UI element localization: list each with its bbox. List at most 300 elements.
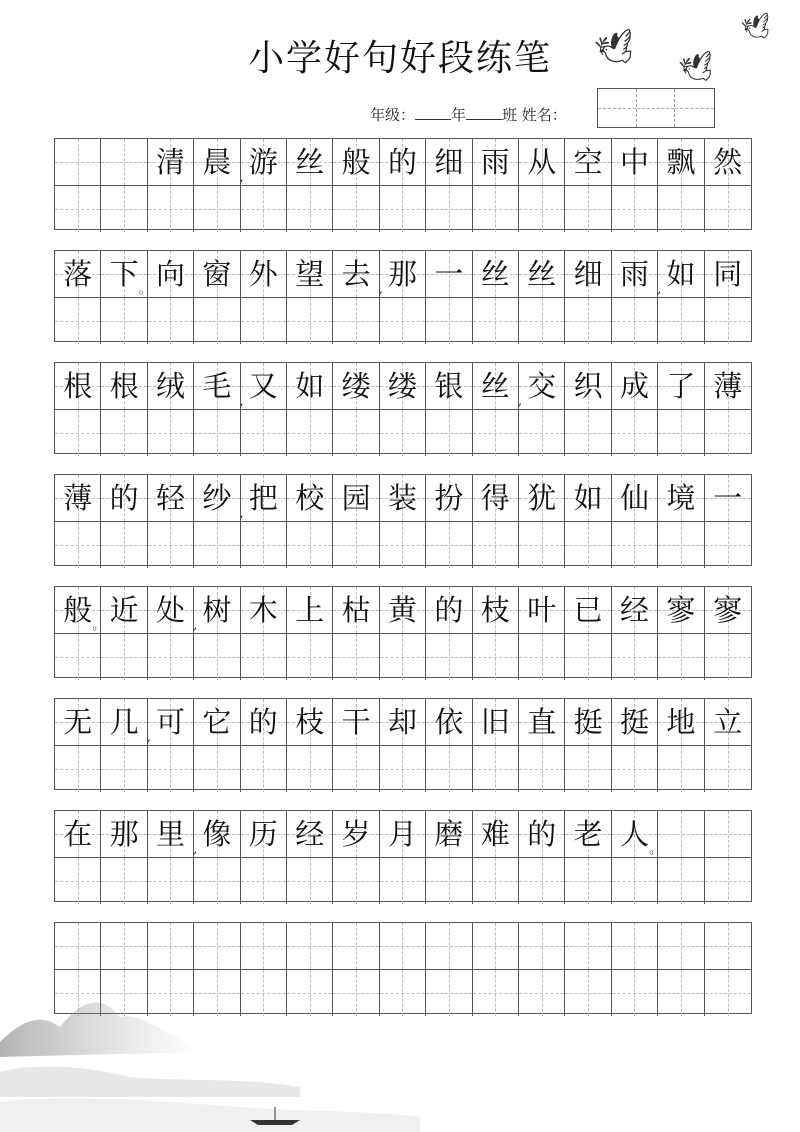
grid-cell[interactable] xyxy=(426,923,472,969)
grid-cell[interactable] xyxy=(473,139,519,185)
practice-cell[interactable] xyxy=(241,746,287,792)
practice-cell[interactable] xyxy=(705,858,751,904)
grid-cell[interactable] xyxy=(287,699,333,745)
character: 雨 xyxy=(480,144,510,179)
practice-cell[interactable] xyxy=(612,746,658,792)
practice-cell[interactable] xyxy=(101,522,147,568)
character: 无 xyxy=(63,704,93,739)
practice-cell[interactable] xyxy=(565,410,611,456)
practice-cell[interactable] xyxy=(333,410,379,456)
grid-cell[interactable] xyxy=(565,587,611,633)
grade-label: 年级： xyxy=(370,106,416,124)
punctuation-mark: 。 xyxy=(92,618,105,632)
practice-cell[interactable] xyxy=(287,410,333,456)
text-row xyxy=(55,811,751,857)
practice-cell[interactable] xyxy=(519,522,565,568)
practice-cell[interactable] xyxy=(426,410,472,456)
grid-cell[interactable] xyxy=(148,699,194,745)
grid-cell[interactable] xyxy=(612,923,658,969)
practice-cell[interactable] xyxy=(426,970,472,1016)
grid-cell[interactable] xyxy=(565,363,611,409)
practice-cell[interactable] xyxy=(612,858,658,904)
grid-cell[interactable] xyxy=(101,587,147,633)
practice-cell[interactable] xyxy=(101,858,147,904)
practice-cell[interactable] xyxy=(565,746,611,792)
practice-cell[interactable] xyxy=(101,298,147,344)
grid-cell[interactable] xyxy=(287,139,333,185)
character: 如 xyxy=(295,368,325,403)
grid-cell[interactable] xyxy=(55,251,101,297)
practice-cell[interactable] xyxy=(705,186,751,232)
practice-cell[interactable] xyxy=(612,410,658,456)
grid-cell[interactable] xyxy=(426,363,472,409)
grid-cell[interactable] xyxy=(194,699,240,745)
practice-cell[interactable] xyxy=(241,970,287,1016)
practice-cell[interactable] xyxy=(287,746,333,792)
practice-cell[interactable] xyxy=(380,970,426,1016)
grid-cell[interactable] xyxy=(101,251,151,297)
character: 向 xyxy=(155,256,185,291)
practice-cell[interactable] xyxy=(380,186,426,232)
grid-cell[interactable] xyxy=(705,251,751,297)
character: 丝 xyxy=(295,144,325,179)
grid-cell[interactable] xyxy=(565,139,611,185)
grid-cell[interactable] xyxy=(612,699,658,745)
grid-cell[interactable] xyxy=(194,811,240,857)
grid-cell[interactable] xyxy=(705,811,751,857)
page-title: 小学好句好段练笔 xyxy=(247,38,552,79)
practice-cell[interactable] xyxy=(380,858,426,904)
grid-cell[interactable] xyxy=(101,923,147,969)
character: 月 xyxy=(387,816,417,851)
grid-cell[interactable] xyxy=(612,811,662,857)
character: 游 xyxy=(248,144,278,179)
character: 处 xyxy=(155,592,185,627)
grid-cell[interactable] xyxy=(55,811,101,857)
grid-cell[interactable] xyxy=(658,475,704,521)
grid-cell[interactable] xyxy=(148,139,194,185)
practice-cell[interactable] xyxy=(194,186,240,232)
character: 一 xyxy=(713,480,743,515)
character: 雨 xyxy=(619,256,649,291)
practice-cell[interactable] xyxy=(101,746,147,792)
grid-cell[interactable] xyxy=(473,923,519,969)
grid-cell[interactable] xyxy=(705,475,751,521)
grid-cell[interactable] xyxy=(565,699,611,745)
practice-cell[interactable] xyxy=(705,970,751,1016)
grid-cell[interactable] xyxy=(380,587,426,633)
grid-cell[interactable] xyxy=(333,363,379,409)
practice-cell[interactable] xyxy=(380,522,426,568)
character: 成 xyxy=(619,368,649,403)
grid-cell[interactable] xyxy=(55,699,101,745)
character: 的 xyxy=(387,144,417,179)
practice-cell[interactable] xyxy=(148,298,194,344)
practice-cell[interactable] xyxy=(287,858,333,904)
grid-cell[interactable] xyxy=(194,475,244,521)
grid-cell[interactable] xyxy=(519,139,565,185)
grid-cell[interactable] xyxy=(473,251,519,297)
grid-cell[interactable] xyxy=(241,587,287,633)
practice-cell[interactable] xyxy=(55,522,101,568)
practice-cell[interactable] xyxy=(55,858,101,904)
practice-cell[interactable] xyxy=(426,858,472,904)
grid-cell[interactable] xyxy=(287,811,333,857)
character: 可 xyxy=(155,704,185,739)
class-blank[interactable] xyxy=(466,105,502,120)
practice-cell[interactable] xyxy=(101,410,147,456)
grid-cell[interactable] xyxy=(705,923,751,969)
practice-cell[interactable] xyxy=(658,522,704,568)
grid-cell[interactable] xyxy=(565,475,611,521)
character: 却 xyxy=(387,704,417,739)
character: 细 xyxy=(573,256,603,291)
grid-cell[interactable] xyxy=(426,587,472,633)
character: 般 xyxy=(341,144,371,179)
grid-cell[interactable] xyxy=(148,923,194,969)
grid-cell[interactable] xyxy=(148,251,194,297)
practice-cell[interactable] xyxy=(565,298,611,344)
grid-cell[interactable] xyxy=(241,363,287,409)
line-block xyxy=(54,474,752,566)
practice-cell[interactable] xyxy=(148,410,194,456)
punctuation-mark: , xyxy=(193,842,198,856)
practice-cell[interactable] xyxy=(565,858,611,904)
grid-cell[interactable] xyxy=(380,251,426,297)
practice-cell[interactable] xyxy=(148,634,194,680)
practice-cell[interactable] xyxy=(426,634,472,680)
character: 丝 xyxy=(480,368,510,403)
crane-icon: 🕊 xyxy=(738,10,776,46)
practice-cell[interactable] xyxy=(148,186,194,232)
grid-cell[interactable] xyxy=(426,251,472,297)
practice-cell[interactable] xyxy=(658,410,704,456)
practice-cell[interactable] xyxy=(519,746,565,792)
practice-cell[interactable] xyxy=(565,186,611,232)
practice-cell[interactable] xyxy=(55,410,101,456)
practice-cell[interactable] xyxy=(519,970,565,1016)
practice-cell[interactable] xyxy=(380,634,426,680)
grid-cell[interactable] xyxy=(380,923,426,969)
grid-cell[interactable] xyxy=(426,811,472,857)
practice-cell[interactable] xyxy=(473,298,519,344)
practice-cell[interactable] xyxy=(612,634,658,680)
practice-cell[interactable] xyxy=(380,410,426,456)
practice-cell[interactable] xyxy=(241,410,287,456)
grid-cell[interactable] xyxy=(333,475,379,521)
grid-cell[interactable] xyxy=(148,363,194,409)
grid-cell[interactable] xyxy=(333,923,379,969)
practice-cell[interactable] xyxy=(194,298,240,344)
character: 历 xyxy=(248,816,278,851)
grid-cell[interactable] xyxy=(333,811,379,857)
grid-cell[interactable] xyxy=(658,587,704,633)
character: 去 xyxy=(341,256,371,291)
character: 清 xyxy=(155,144,185,179)
practice-cell[interactable] xyxy=(426,746,472,792)
practice-cell[interactable] xyxy=(101,970,147,1016)
practice-cell[interactable] xyxy=(241,634,287,680)
grid-cell[interactable] xyxy=(241,475,287,521)
grid-cell[interactable] xyxy=(705,139,751,185)
grid-cell[interactable] xyxy=(241,699,287,745)
practice-cell[interactable] xyxy=(101,186,147,232)
practice-cell[interactable] xyxy=(241,522,287,568)
practice-cell[interactable] xyxy=(55,634,101,680)
grid-cell[interactable] xyxy=(101,475,147,521)
practice-cell[interactable] xyxy=(658,746,704,792)
grid-cell[interactable] xyxy=(705,587,751,633)
practice-cell[interactable] xyxy=(241,858,287,904)
character: 纱 xyxy=(202,480,232,515)
grid-cell[interactable] xyxy=(612,363,658,409)
practice-cell[interactable] xyxy=(519,186,565,232)
practice-cell[interactable] xyxy=(148,746,194,792)
practice-cell[interactable] xyxy=(194,522,240,568)
line-block xyxy=(54,250,752,342)
practice-cell[interactable] xyxy=(194,970,240,1016)
grid-cell[interactable] xyxy=(473,475,519,521)
character: 的 xyxy=(109,480,139,515)
practice-cell[interactable] xyxy=(473,522,519,568)
character: 黄 xyxy=(387,592,417,627)
grid-cell[interactable] xyxy=(194,923,240,969)
line-block xyxy=(54,138,752,230)
practice-cell[interactable] xyxy=(473,186,519,232)
grid-cell[interactable] xyxy=(194,587,240,633)
grid-cell[interactable] xyxy=(612,587,658,633)
practice-cell[interactable] xyxy=(473,970,519,1016)
grid-cell[interactable] xyxy=(101,811,147,857)
grid-cell[interactable] xyxy=(426,699,472,745)
character: 绒 xyxy=(155,368,185,403)
grid-cell[interactable] xyxy=(519,923,565,969)
grid-cell[interactable] xyxy=(241,923,287,969)
grid-cell[interactable] xyxy=(612,139,658,185)
practice-cell[interactable] xyxy=(473,746,519,792)
character: 的 xyxy=(248,704,278,739)
punctuation-mark: , xyxy=(239,170,244,184)
practice-cell[interactable] xyxy=(426,298,472,344)
practice-cell[interactable] xyxy=(287,634,333,680)
practice-cell[interactable] xyxy=(519,298,565,344)
character: 干 xyxy=(341,704,371,739)
practice-cell[interactable] xyxy=(473,634,519,680)
practice-cell[interactable] xyxy=(519,858,565,904)
practice-cell[interactable] xyxy=(705,298,751,344)
practice-cell[interactable] xyxy=(705,410,751,456)
practice-cell[interactable] xyxy=(287,522,333,568)
practice-cell[interactable] xyxy=(565,634,611,680)
name-boxes[interactable] xyxy=(597,88,715,128)
practice-cell[interactable] xyxy=(519,410,565,456)
grid-cell[interactable] xyxy=(333,587,379,633)
grid-cell[interactable] xyxy=(426,139,472,185)
practice-cell[interactable] xyxy=(55,298,101,344)
practice-cell[interactable] xyxy=(565,522,611,568)
practice-row xyxy=(55,297,751,344)
practice-cell[interactable] xyxy=(426,186,472,232)
grid-cell[interactable] xyxy=(333,251,383,297)
grid-cell[interactable] xyxy=(241,251,287,297)
character: 近 xyxy=(109,592,139,627)
grid-cell[interactable] xyxy=(658,139,704,185)
grid-cell[interactable] xyxy=(519,811,565,857)
practice-cell[interactable] xyxy=(55,186,101,232)
practice-cell[interactable] xyxy=(55,970,101,1016)
practice-cell[interactable] xyxy=(705,634,751,680)
character: 望 xyxy=(295,256,325,291)
grid-cell[interactable] xyxy=(519,587,565,633)
practice-cell[interactable] xyxy=(380,746,426,792)
grid-cell[interactable] xyxy=(519,475,565,521)
practice-cell[interactable] xyxy=(658,634,704,680)
grid-cell[interactable] xyxy=(287,251,333,297)
grid-cell[interactable] xyxy=(658,811,704,857)
line-block xyxy=(54,810,752,902)
grid-cell[interactable] xyxy=(287,363,333,409)
grid-cell[interactable] xyxy=(55,923,101,969)
practice-cell[interactable] xyxy=(287,298,333,344)
practice-cell[interactable] xyxy=(194,858,240,904)
character: 难 xyxy=(480,816,510,851)
practice-cell[interactable] xyxy=(333,522,379,568)
grid-cell[interactable] xyxy=(473,811,519,857)
practice-cell[interactable] xyxy=(194,746,240,792)
grid-cell[interactable] xyxy=(658,251,704,297)
grid-cell[interactable] xyxy=(565,811,611,857)
practice-cell[interactable] xyxy=(705,522,751,568)
grid-cell[interactable] xyxy=(148,587,198,633)
practice-cell[interactable] xyxy=(287,970,333,1016)
character: 上 xyxy=(295,592,325,627)
grid-cell[interactable] xyxy=(194,363,244,409)
character: 根 xyxy=(63,368,93,403)
character: 已 xyxy=(573,592,603,627)
practice-cell[interactable] xyxy=(473,410,519,456)
grid-cell[interactable] xyxy=(55,475,101,521)
grid-cell[interactable] xyxy=(101,699,151,745)
practice-cell[interactable] xyxy=(333,186,379,232)
practice-cell[interactable] xyxy=(612,970,658,1016)
practice-cell[interactable] xyxy=(333,746,379,792)
grid-cell[interactable] xyxy=(519,699,565,745)
grid-cell[interactable] xyxy=(333,699,379,745)
practice-cell[interactable] xyxy=(705,746,751,792)
practice-cell[interactable] xyxy=(148,522,194,568)
character: 的 xyxy=(434,592,464,627)
practice-cell[interactable] xyxy=(241,298,287,344)
grid-cell[interactable] xyxy=(658,363,704,409)
grid-cell[interactable] xyxy=(658,923,704,969)
practice-cell[interactable] xyxy=(473,858,519,904)
practice-cell[interactable] xyxy=(333,634,379,680)
grid-cell[interactable] xyxy=(426,475,472,521)
practice-cell[interactable] xyxy=(194,634,240,680)
grid-cell[interactable] xyxy=(287,475,333,521)
practice-cell[interactable] xyxy=(148,970,194,1016)
grid-cell[interactable] xyxy=(612,251,662,297)
practice-cell[interactable] xyxy=(658,186,704,232)
grid-cell[interactable] xyxy=(380,811,426,857)
character: 在 xyxy=(63,816,93,851)
text-row xyxy=(55,475,751,521)
grid-cell[interactable] xyxy=(148,811,198,857)
character: 叶 xyxy=(527,592,557,627)
practice-cell[interactable] xyxy=(333,298,379,344)
character: 校 xyxy=(295,480,325,515)
practice-cell[interactable] xyxy=(101,634,147,680)
grid-cell[interactable] xyxy=(55,139,101,185)
grid-cell[interactable] xyxy=(705,363,751,409)
grid-cell[interactable] xyxy=(55,587,105,633)
practice-cell[interactable] xyxy=(612,522,658,568)
practice-cell[interactable] xyxy=(194,410,240,456)
practice-cell[interactable] xyxy=(148,858,194,904)
practice-cell[interactable] xyxy=(55,746,101,792)
grid-cell[interactable] xyxy=(194,139,244,185)
character: 中 xyxy=(619,144,649,179)
grid-cell[interactable] xyxy=(519,251,565,297)
practice-cell[interactable] xyxy=(426,522,472,568)
practice-cell[interactable] xyxy=(333,858,379,904)
grid-cell[interactable] xyxy=(565,251,611,297)
practice-cell[interactable] xyxy=(565,970,611,1016)
grid-cell[interactable] xyxy=(473,363,522,409)
practice-row xyxy=(55,857,751,904)
grid-cell[interactable] xyxy=(612,475,658,521)
grid-cell[interactable] xyxy=(658,699,704,745)
practice-cell[interactable] xyxy=(380,298,426,344)
grid-cell[interactable] xyxy=(55,363,101,409)
grid-cell[interactable] xyxy=(380,363,426,409)
grid-cell[interactable] xyxy=(101,363,147,409)
character: 老 xyxy=(573,816,603,851)
grid-cell[interactable] xyxy=(287,923,333,969)
grid-cell[interactable] xyxy=(148,475,194,521)
grid-cell[interactable] xyxy=(101,139,147,185)
grid-cell[interactable] xyxy=(287,587,333,633)
practice-cell[interactable] xyxy=(658,858,704,904)
grid-cell[interactable] xyxy=(333,139,379,185)
grid-cell[interactable] xyxy=(380,139,426,185)
practice-cell[interactable] xyxy=(658,970,704,1016)
practice-cell[interactable] xyxy=(612,298,658,344)
grid-cell[interactable] xyxy=(241,811,287,857)
practice-cell[interactable] xyxy=(519,634,565,680)
grid-cell[interactable] xyxy=(519,363,565,409)
practice-cell[interactable] xyxy=(241,186,287,232)
text-row xyxy=(55,587,751,633)
grid-cell[interactable] xyxy=(473,699,519,745)
grid-cell[interactable] xyxy=(705,699,751,745)
grid-cell[interactable] xyxy=(473,587,519,633)
grid-cell[interactable] xyxy=(380,475,426,521)
punctuation-mark: , xyxy=(378,282,383,296)
practice-cell[interactable] xyxy=(658,298,704,344)
grid-cell[interactable] xyxy=(194,251,240,297)
character: 窗 xyxy=(202,256,232,291)
practice-cell[interactable] xyxy=(287,186,333,232)
character: 又 xyxy=(248,368,278,403)
grade-blank[interactable] xyxy=(415,105,451,120)
grid-cell[interactable] xyxy=(241,139,287,185)
practice-cell[interactable] xyxy=(612,186,658,232)
character: 直 xyxy=(527,704,557,739)
practice-cell[interactable] xyxy=(333,970,379,1016)
grid-cell[interactable] xyxy=(565,923,611,969)
grid-cell[interactable] xyxy=(380,699,426,745)
